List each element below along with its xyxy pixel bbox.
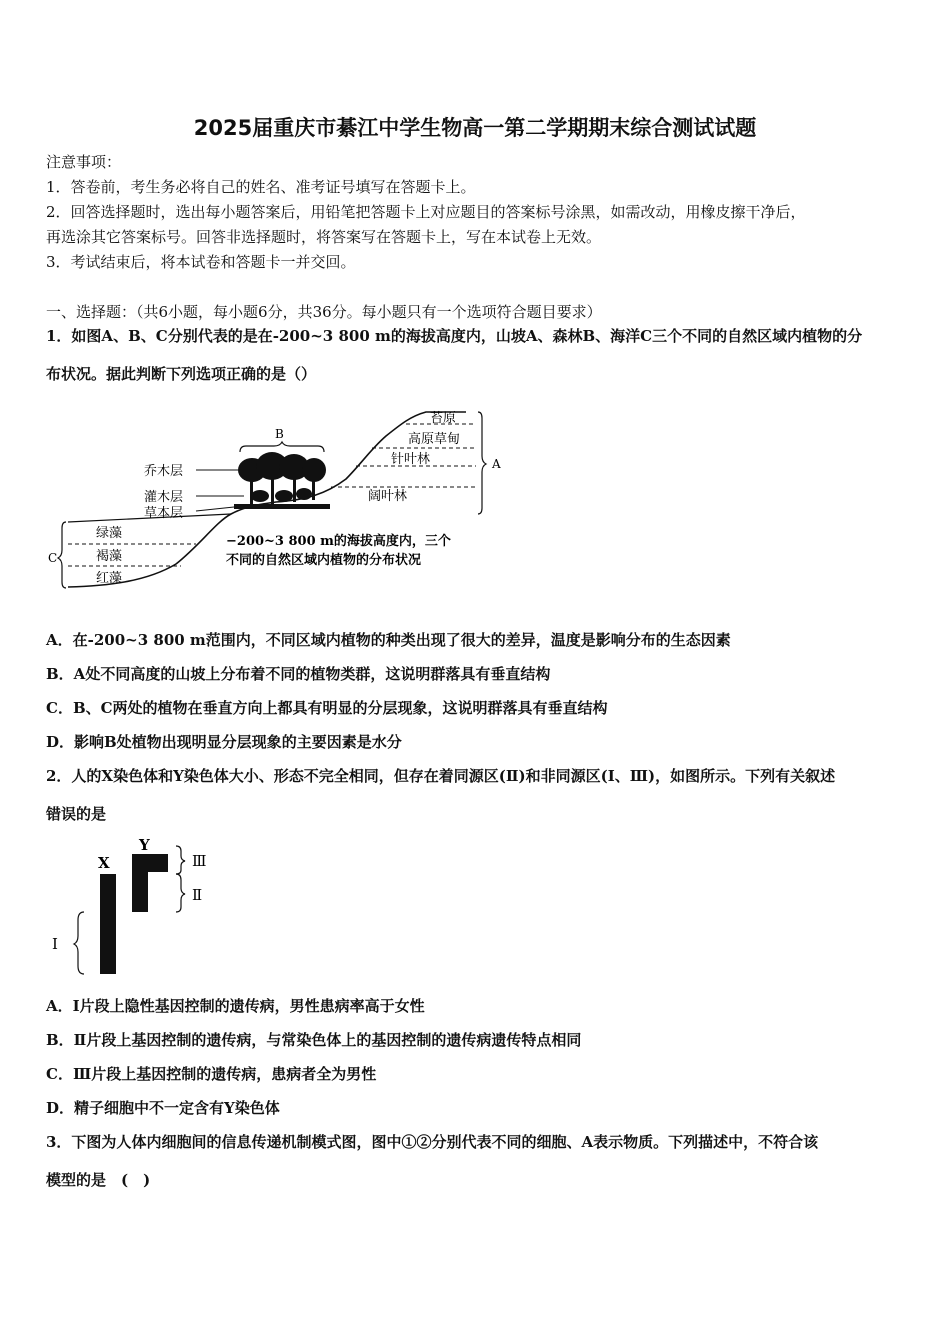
label-region-1: Ⅰ [52,935,58,953]
notice-item-2-cont: 再选涂其它答案标号。回答非选择题时，将答案写在答题卡上，写在本试卷上无效。 [46,228,602,246]
label-red-algae: 红藻 [96,571,123,586]
x-chromosome [100,874,116,974]
label-meadow: 苔原 [430,411,457,426]
brace-a [478,412,486,514]
question-2-option-c: C．Ⅲ片段上基因控制的遗传病，患病者全为男性 [46,1065,377,1083]
label-b: B [275,427,284,441]
brace-c [58,522,66,588]
label-herbs: 草本层 [144,506,184,521]
brace-3 [176,846,185,874]
figure-caption-line2: 不同的自然区域内植物的分布状况 [226,553,422,568]
label-plateau: 高原草甸 [408,432,461,447]
question-1-option-d: D．影响B处植物出现明显分层现象的主要因素是水分 [46,733,402,751]
label-green-algae: 绿藻 [96,526,123,541]
question-1-stem: 1．如图A、B、C分别代表的是在-200~3 800 m的海拔高度内，山坡A、森林B、海洋C三个不同的自然区域内植物的分 [46,327,863,345]
notice-item-1: 1．答卷前，考生务必将自己的姓名、准考证号填写在答题卡上。 [46,178,476,196]
notice-item-3: 3．考试结束后，将本试卷和答题卡一并交回。 [46,253,356,271]
notice-item-2: 2．回答选择题时，选出每小题答案后，用铅笔把答题卡上对应题目的答案标号涂黑，如需改动，用橡皮擦干净后， [46,203,806,221]
question-2-option-a: A．Ⅰ片段上隐性基因控制的遗传病，男性患病率高于女性 [46,997,425,1015]
question-1-option-c: C．B、C两处的植物在垂直方向上都具有明显的分层现象，这说明群落具有垂直结构 [46,699,608,717]
label-shrubs: 灌木层 [144,490,184,505]
forest-b [234,452,330,509]
notice-heading: 注意事项： [46,153,122,171]
label-c: C [48,551,58,565]
label-broadleaf: 阔叶林 [368,489,408,504]
vegetation-distribution-figure [46,404,516,594]
label-conifer: 针叶林 [391,452,431,467]
y-chromosome-cap [132,854,168,872]
question-1-option-a: A．在-200~3 800 m范围内，不同区域内植物的种类出现了很大的差异，温度是影响分布的生态因素 [46,631,731,649]
label-brown-algae: 褐藻 [96,549,123,564]
label-x: X [98,854,110,872]
figure-caption-line1: −200~3 800 m的海拔高度内，三个 [226,534,451,549]
question-1-stem-cont: 布状况。据此判断下列选项正确的是（） [46,365,317,383]
brace-1 [74,912,84,974]
question-3-stem-cont: 模型的是 ( ) [46,1171,151,1189]
xy-chromosome-figure [46,834,226,982]
question-2-stem: 2．人的X染色体和Y染色体大小、形态不完全相同，但存在着同源区(Ⅱ)和非同源区(Ⅰ、Ⅲ)，如图所示。下列有关叙述 [46,767,836,785]
question-2-option-b: B．Ⅱ片段上基因控制的遗传病，与常染色体上的基因控制的遗传病遗传特点相同 [46,1031,582,1049]
brace-2 [176,874,185,912]
label-y: Y [139,836,150,854]
label-region-3: Ⅲ [192,852,207,870]
question-1-option-b: B．A处不同高度的山坡上分布着不同的植物类群，这说明群落具有垂直结构 [46,665,551,683]
label-trees: 乔木层 [144,464,184,479]
section-heading: 一、选择题：（共6小题，每小题6分，共36分。每小题只有一个选项符合题目要求） [46,303,602,321]
question-2-stem-cont: 错误的是 [46,805,107,823]
question-3-stem: 3．下图为人体内细胞间的信息传递机制模式图，图中①②分别代表不同的细胞、A表示物质。下列描述中，不符合该 [46,1133,819,1151]
page-title: 2025届重庆市綦江中学生物高一第二学期期末综合测试试题 [193,116,757,140]
brace-b [240,442,324,452]
label-region-2: Ⅱ [192,886,203,904]
label-a: A [492,457,501,471]
question-2-option-d: D．精子细胞中不一定含有Y染色体 [46,1099,280,1117]
